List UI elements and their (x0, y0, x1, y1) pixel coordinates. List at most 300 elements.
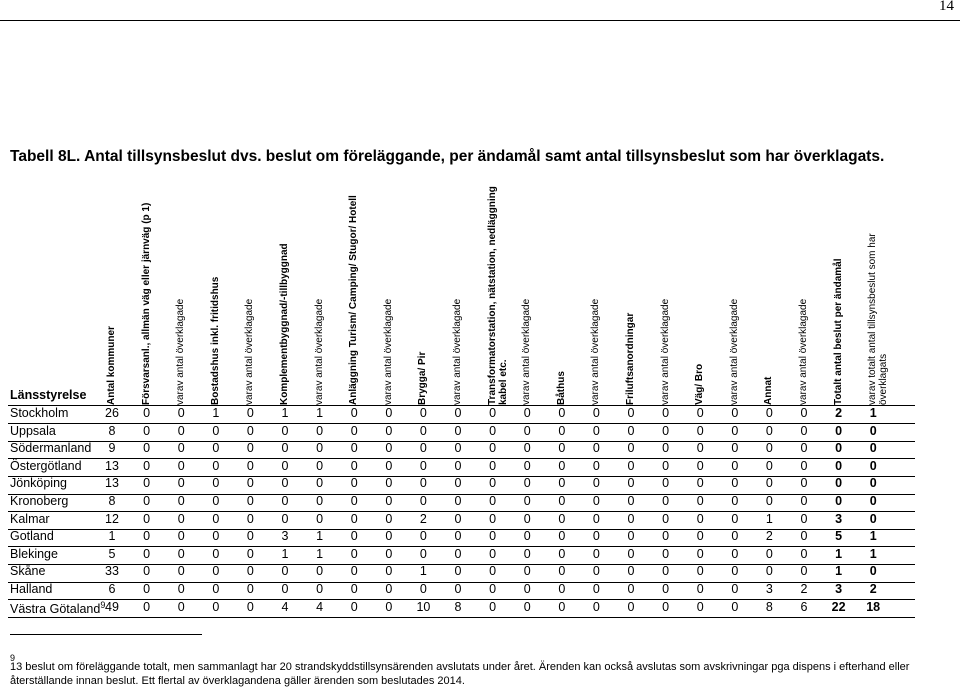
table-cell: 0 (662, 529, 670, 544)
table-cell: 0 (385, 582, 393, 596)
table-cell: 0 (143, 564, 151, 579)
column-header: Båthus (555, 371, 567, 405)
table-cell: 0 (419, 546, 427, 561)
table-cell: 0 (143, 494, 151, 508)
table-cell: 0 (558, 441, 566, 456)
table-cell: 22 (831, 599, 846, 614)
table-cell: 0 (212, 441, 220, 456)
table-cell: 0 (281, 494, 289, 508)
table-cell: 0 (662, 511, 670, 526)
row-label (10, 529, 54, 543)
table-cell: 0 (385, 494, 393, 508)
table-cell: 0 (454, 441, 462, 456)
table-cell: 8 (108, 423, 116, 438)
table-cell: 0 (523, 599, 531, 614)
county-name: Jönköping (10, 476, 67, 491)
table-cell: 0 (627, 564, 635, 579)
county-name: Östergötland (10, 458, 82, 473)
table-cell: 0 (592, 599, 600, 614)
table-cell: 0 (454, 423, 462, 438)
table-cell: 0 (212, 546, 220, 561)
table-cell: 0 (350, 582, 358, 596)
row-label (10, 600, 105, 616)
column-header: varav antal överklagade (244, 298, 256, 405)
table-cell: 0 (558, 546, 566, 561)
table-cell: 0 (662, 546, 670, 561)
table-cell: 0 (454, 458, 462, 473)
table-cell: 0 (177, 599, 185, 614)
table-cell: 0 (627, 582, 635, 596)
table-cell: 0 (731, 423, 739, 438)
table-cell: 33 (105, 564, 119, 579)
table-cell: 1 (281, 406, 289, 420)
table-cell: 0 (143, 599, 151, 614)
table-cell: 0 (281, 582, 289, 596)
table-cell: 0 (143, 423, 151, 438)
county-name: Skåne (10, 564, 46, 579)
table-cell: 4 (281, 599, 289, 614)
column-header: Transformatorstation, nätstation, nedläggning kabel etc. (486, 186, 509, 405)
table-cell: 0 (489, 564, 497, 579)
table-cell: 0 (523, 529, 531, 544)
column-header: Annat (763, 376, 775, 405)
footnote-rule (10, 634, 202, 635)
table-cell: 0 (385, 423, 393, 438)
table-cell: 0 (281, 511, 289, 526)
table-cell: 0 (419, 441, 427, 456)
table-cell: 6 (108, 582, 116, 596)
table-cell: 0 (662, 476, 670, 491)
table-cell: 0 (212, 564, 220, 579)
table-cell: 0 (765, 476, 773, 491)
column-header: Antal kommuner (106, 326, 117, 405)
table-cell: 0 (696, 599, 704, 614)
table-cell: 0 (316, 423, 324, 438)
table-cell: 0 (281, 564, 289, 579)
table-row (0, 424, 960, 441)
table-cell: 0 (696, 423, 704, 438)
table-cell: 0 (350, 458, 358, 473)
table-row (0, 406, 960, 423)
table-cell: 0 (246, 423, 254, 438)
table-cell: 0 (350, 423, 358, 438)
table-cell: 0 (281, 458, 289, 473)
table-cell: 0 (454, 494, 462, 508)
table-cell: 0 (212, 529, 220, 544)
table-cell: 0 (385, 441, 393, 456)
row-label (10, 494, 68, 508)
table-cell: 0 (523, 494, 531, 508)
table-cell: 0 (316, 476, 324, 491)
page-number: 14 (939, 0, 954, 14)
table-cell: 4 (316, 599, 324, 614)
table-cell: 0 (765, 494, 773, 508)
table-cell: 0 (143, 582, 151, 596)
row-label (10, 582, 52, 596)
column-header: Bostadshus inkl. fritidshus (209, 276, 221, 405)
column-header: varav antal överklagade (798, 298, 809, 405)
table-cell: 0 (869, 476, 877, 491)
table-cell: 0 (869, 441, 877, 456)
county-name: Stockholm (10, 406, 69, 420)
table-cell: 0 (143, 511, 151, 526)
column-header: varav antal överklagade (382, 298, 394, 405)
table-cell: 0 (177, 441, 185, 456)
county-name: Gotland (10, 529, 54, 544)
table-cell: 0 (454, 564, 462, 579)
table-cell: 0 (177, 511, 185, 526)
table-cell: 0 (869, 564, 877, 579)
table-cell: 0 (350, 441, 358, 456)
table-cell: 0 (246, 511, 254, 526)
table-cell: 10 (416, 599, 431, 614)
table-cell: 0 (419, 494, 427, 508)
table-cell: 49 (105, 599, 119, 614)
table-cell: 0 (592, 441, 600, 456)
table-cell: 2 (869, 582, 877, 596)
table-cell: 1 (419, 564, 427, 579)
table-cell: 0 (489, 423, 497, 438)
table-cell: 0 (350, 546, 358, 561)
column-header: varav antal överklagade (659, 298, 671, 405)
table-cell: 5 (108, 546, 116, 561)
table-cell: 8 (108, 494, 116, 508)
table-cell: 0 (143, 546, 151, 561)
table-cell: 0 (731, 529, 739, 544)
table-cell: 0 (765, 458, 773, 473)
table-cell: 0 (835, 423, 843, 438)
table-cell: 0 (489, 546, 497, 561)
table-cell: 0 (385, 476, 393, 491)
table-cell: 0 (454, 529, 462, 544)
table-cell: 0 (350, 599, 358, 614)
table-cell: 0 (558, 494, 566, 508)
header-rule (0, 20, 960, 21)
table-cell: 3 (765, 582, 773, 596)
table-cell: 0 (454, 511, 462, 526)
table-cell: 0 (419, 529, 427, 544)
table-cell: 0 (143, 406, 151, 420)
table-cell: 0 (316, 441, 324, 456)
table-cell: 0 (177, 564, 185, 579)
table-cell: 3 (835, 511, 843, 526)
table-cell: 0 (800, 546, 808, 561)
table-cell: 0 (592, 564, 600, 579)
table-cell: 0 (246, 406, 254, 420)
table-cell: 0 (592, 494, 600, 508)
column-header: Anläggning Turism/ Camping/ Stugor/ Hotell (348, 195, 360, 405)
footnote-ref: 9 (100, 599, 106, 610)
table-cell: 0 (627, 476, 635, 491)
county-name: Halland (10, 582, 53, 596)
table-cell: 0 (558, 511, 566, 526)
table-cell: 0 (489, 476, 497, 491)
table-cell: 0 (350, 494, 358, 508)
table-cell: 0 (523, 406, 531, 420)
table-cell: 0 (835, 458, 843, 473)
table-cell: 0 (592, 511, 600, 526)
table-cell: 0 (558, 458, 566, 473)
table-row (0, 582, 960, 599)
row-label (10, 564, 45, 578)
table-cell: 0 (592, 423, 600, 438)
table-cell: 0 (800, 494, 808, 508)
table-cell: 0 (800, 511, 808, 526)
table-cell: 0 (143, 529, 151, 544)
table-cell: 0 (731, 582, 739, 596)
table-cell: 0 (592, 476, 600, 491)
table-cell: 0 (177, 406, 185, 420)
table-cell: 0 (523, 511, 531, 526)
table-cell: 0 (558, 476, 566, 491)
table-cell: 0 (350, 406, 358, 420)
table-cell: 0 (246, 494, 254, 508)
table-cell: 0 (177, 476, 185, 491)
table-cell: 0 (177, 529, 185, 544)
column-header: Väg/ Bro (694, 363, 706, 405)
table-cell: 0 (731, 441, 739, 456)
table-row (0, 441, 960, 458)
table-cell: 0 (592, 546, 600, 561)
table-cell: 0 (800, 476, 808, 491)
table-cell: 0 (765, 564, 773, 579)
table-cell: 0 (523, 441, 531, 456)
table-cell: 0 (800, 529, 808, 544)
table-row (0, 547, 960, 564)
table-cell: 0 (454, 406, 462, 420)
column-header: varav antal överklagade (590, 298, 602, 405)
table-cell: 0 (696, 406, 704, 420)
table-cell: 0 (281, 441, 289, 456)
table-cell: 0 (662, 406, 670, 420)
table-cell: 0 (246, 599, 254, 614)
table-cell: 2 (800, 582, 808, 596)
table-cell: 0 (246, 441, 254, 456)
table-cell: 0 (143, 441, 151, 456)
table-row (0, 529, 960, 546)
table-cell: 26 (105, 406, 119, 420)
column-header: Friluftsanordningar (625, 312, 636, 405)
table-cell: 0 (592, 582, 600, 596)
table-cell: 0 (523, 458, 531, 473)
table-cell: 0 (731, 546, 739, 561)
table-cell: 0 (869, 458, 877, 473)
table-cell: 0 (731, 494, 739, 508)
table-row (0, 494, 960, 511)
table-row (0, 600, 960, 617)
table-cell: 0 (869, 511, 877, 526)
table-cell: 0 (731, 564, 739, 579)
table-cell: 0 (627, 494, 635, 508)
table-cell: 0 (800, 423, 808, 438)
table-cell: 0 (696, 546, 704, 561)
table-cell: 0 (350, 529, 358, 544)
table-cell: 0 (419, 406, 427, 420)
table-cell: 0 (800, 458, 808, 473)
table-cell: 0 (731, 511, 739, 526)
table-cell: 0 (419, 423, 427, 438)
table-cell: 0 (316, 494, 324, 508)
row-label (10, 424, 56, 438)
table-cell: 0 (523, 476, 531, 491)
table-cell: 0 (454, 476, 462, 491)
table-cell: 0 (177, 582, 185, 596)
table-cell: 12 (105, 511, 119, 526)
table-row (0, 564, 960, 581)
table-cell: 0 (350, 511, 358, 526)
table-cell: 0 (212, 476, 220, 491)
table-cell: 0 (385, 406, 393, 420)
table-cell: 1 (869, 546, 877, 561)
column-header: varav antal överklagade (175, 298, 187, 405)
row-label (10, 512, 50, 526)
table-cell: 0 (765, 546, 773, 561)
table-row (0, 512, 960, 529)
table-cell: 0 (246, 564, 254, 579)
table-cell: 0 (627, 458, 635, 473)
row-label (10, 476, 67, 490)
table-cell: 0 (523, 582, 531, 596)
table-cell: 0 (489, 458, 497, 473)
table-cell: 1 (316, 546, 324, 561)
table-cell: 8 (454, 599, 462, 614)
table-cell: 0 (281, 476, 289, 491)
table-cell: 0 (869, 423, 877, 438)
table-row (0, 476, 960, 493)
column-header: varav antal överklagade (728, 298, 740, 405)
table-cell: 1 (316, 529, 324, 544)
table-cell: 18 (866, 599, 881, 614)
table-cell: 0 (212, 599, 220, 614)
table-cell: 0 (246, 582, 254, 596)
table-cell: 6 (800, 599, 808, 614)
table-cell: 0 (696, 564, 704, 579)
table-cell: 0 (662, 494, 670, 508)
table-cell: 1 (765, 511, 773, 526)
column-header: Totalt antal beslut per ändamål (832, 258, 844, 405)
table-cell: 1 (869, 406, 877, 420)
table-cell: 0 (385, 458, 393, 473)
table-cell: 0 (627, 423, 635, 438)
table-cell: 0 (696, 511, 704, 526)
table-cell: 0 (489, 582, 497, 596)
table-cell: 0 (281, 423, 289, 438)
table-cell: 0 (523, 564, 531, 579)
table-cell: 1 (835, 546, 843, 561)
row-label (10, 441, 91, 455)
table-cell: 0 (419, 476, 427, 491)
table-cell: 0 (558, 529, 566, 544)
table-cell: 0 (246, 529, 254, 544)
table-cell: 0 (731, 476, 739, 491)
row-header-lansstyrelse: Länsstyrelse (10, 388, 87, 402)
table-cell: 0 (800, 406, 808, 420)
row-label (10, 459, 82, 473)
table-cell: 0 (731, 599, 739, 614)
table-cell: 0 (627, 599, 635, 614)
table-cell: 0 (696, 582, 704, 596)
table-cell: 0 (419, 458, 427, 473)
table-cell: 0 (592, 458, 600, 473)
table-cell: 0 (662, 441, 670, 456)
table-cell: 0 (489, 599, 497, 614)
table-cell: 0 (246, 476, 254, 491)
table-cell: 1 (869, 529, 877, 544)
table-cell: 13 (105, 458, 119, 473)
table-cell: 0 (177, 494, 185, 508)
table-cell: 0 (835, 441, 843, 456)
county-name: Uppsala (10, 423, 56, 438)
county-name: Södermanland (10, 441, 92, 456)
table-cell: 3 (281, 529, 289, 544)
table-cell: 13 (105, 476, 119, 491)
table-cell: 0 (454, 546, 462, 561)
table-cell: 0 (523, 423, 531, 438)
table-cell: 0 (489, 406, 497, 420)
table-cell: 0 (454, 582, 462, 596)
table-row (0, 459, 960, 476)
table-cell: 0 (800, 564, 808, 579)
table-cell: 0 (765, 423, 773, 438)
table-cell: 0 (731, 406, 739, 420)
table-title: Tabell 8L. Antal tillsynsbeslut dvs. beslut om föreläggande, per ändamål samt antal tillsynsbeslut som har överklagats. (10, 148, 885, 165)
table-cell: 0 (177, 458, 185, 473)
table-cell: 0 (212, 582, 220, 596)
table-cell: 1 (108, 529, 116, 544)
table-cell: 0 (558, 599, 566, 614)
footnote-text: 13 beslut om föreläggande totalt, men sammanlagt har 20 strandskyddstillsynsärenden avslutats under året. Ärenden kan också avslutas som avskrivningar pga dispens i efterhand eller återställande innan beslut. Ett flertal av överklagandena gäller ärenden som beslutades 2014. (10, 661, 910, 687)
row-label (10, 547, 58, 561)
table-cell: 0 (627, 511, 635, 526)
county-name: Kalmar (10, 511, 50, 526)
table-cell: 0 (592, 406, 600, 420)
table-cell: 0 (765, 406, 773, 420)
column-header: Komplementbyggnad/-tillbyggnad (279, 243, 290, 405)
table-cell: 0 (489, 529, 497, 544)
table-cell: 0 (316, 511, 324, 526)
table-rule (8, 617, 915, 618)
table-cell: 0 (627, 546, 635, 561)
table-cell: 0 (212, 494, 220, 508)
table-cell: 0 (350, 564, 358, 579)
table-cell: 0 (696, 494, 704, 508)
row-label (10, 406, 68, 420)
table-cell: 0 (177, 423, 185, 438)
table-cell: 1 (281, 546, 289, 561)
table-cell: 0 (385, 529, 393, 544)
table-cell: 0 (246, 458, 254, 473)
column-header: varav antal överklagade (452, 298, 463, 405)
table-cell: 0 (143, 476, 151, 491)
table-cell: 0 (350, 476, 358, 491)
column-header: varav antal överklagade (521, 298, 533, 405)
table-cell: 0 (316, 458, 324, 473)
table-cell: 2 (835, 406, 843, 420)
table-cell: 0 (316, 582, 324, 596)
table-cell: 0 (662, 458, 670, 473)
table-cell: 0 (558, 582, 566, 596)
table-cell: 0 (800, 441, 808, 456)
table-cell: 0 (316, 564, 324, 579)
table-cell: 0 (489, 511, 497, 526)
table-cell: 0 (627, 406, 635, 420)
table-cell: 0 (696, 441, 704, 456)
table-cell: 0 (489, 494, 497, 508)
table-cell: 0 (696, 476, 704, 491)
footnote-mark: 9 (10, 653, 16, 663)
table-cell: 0 (558, 564, 566, 579)
table-cell: 0 (731, 458, 739, 473)
